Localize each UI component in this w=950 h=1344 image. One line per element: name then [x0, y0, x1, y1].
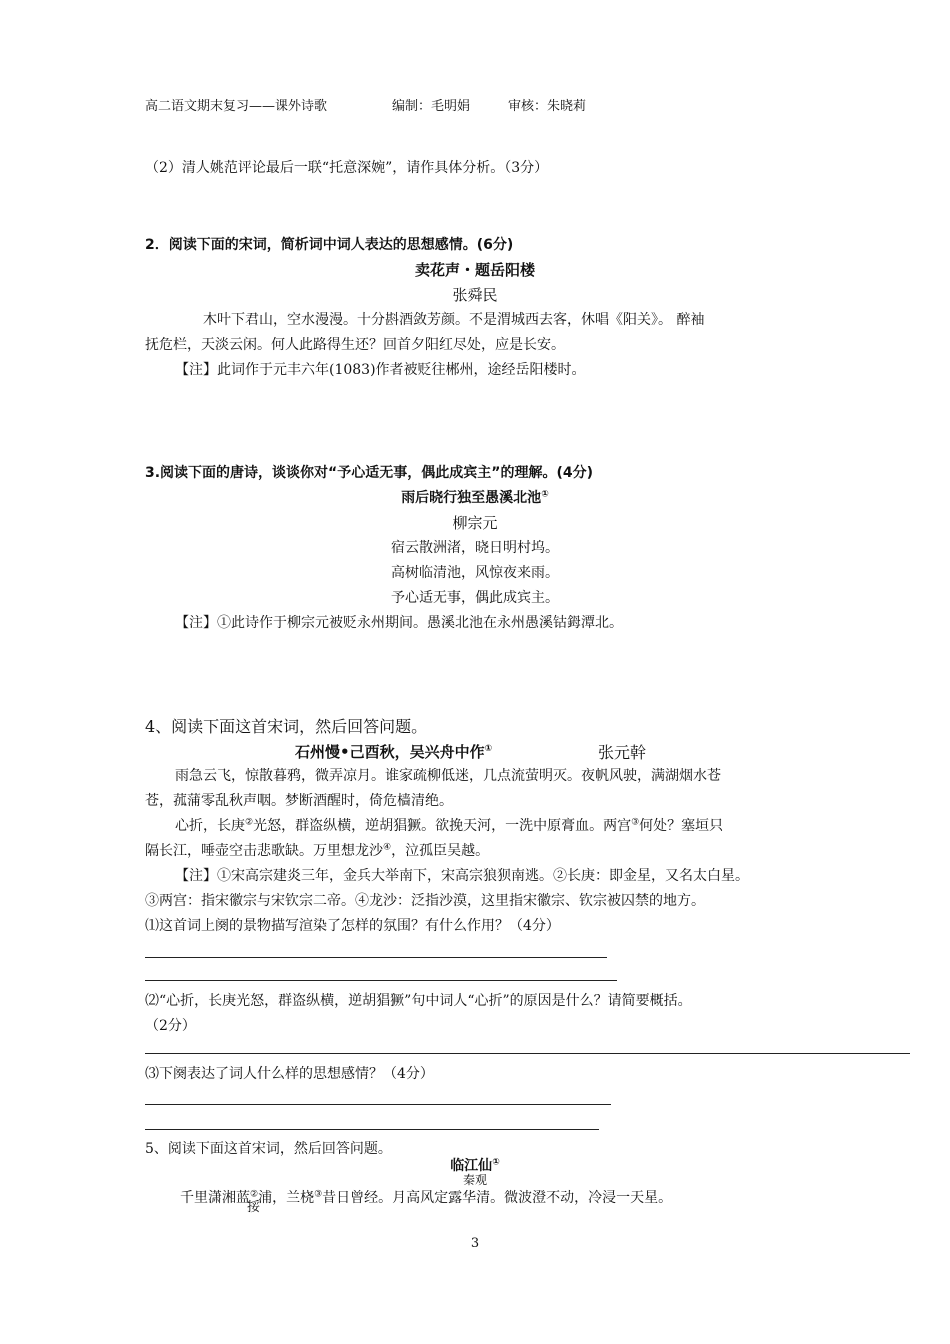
q4-p2a-2: 光怒，群盗纵横，逆胡猖獗。欲挽天河，一洗中原膏血。两宫 — [253, 818, 632, 834]
q5-title: 临江仙 — [450, 1158, 493, 1174]
q3-title: 雨后晓行独至愚溪北池 — [401, 490, 542, 506]
q4-sub1: ⑴这首词上阕的景物描写渲染了怎样的氛围？有什么作用？（4分） — [145, 918, 560, 934]
q4-title-mark: ① — [484, 744, 493, 754]
answer-line[interactable] — [145, 1053, 910, 1054]
page-number: 3 — [470, 1236, 480, 1251]
q3-title-mark: ① — [541, 489, 549, 500]
q4-sub3: ⑶下阕表达了词人什么样的思想感情？（4分） — [145, 1066, 434, 1082]
q5-author: 秦观 — [462, 1173, 487, 1187]
q4-title-wrap — [295, 741, 492, 762]
q4-p2b — [145, 840, 489, 860]
q4-p2b-mark: ④ — [383, 842, 392, 853]
q3-author: 柳宗元 — [452, 514, 498, 532]
q3-line-3: 予心适无事，偶此成宾主。 — [391, 590, 559, 606]
q5-line1-c: 浦，兰桡 — [258, 1190, 315, 1206]
q5-prompt: 5、阅读下面这首宋词，然后回答问题。 — [145, 1141, 392, 1157]
q3-prompt: 3.阅读下面的唐诗，谈谈你对“予心适无事，偶此成宾主”的理解。(4分) — [145, 465, 593, 481]
q5-line1-d: 昔日曾经。月高风定露华清。微波澄不动，冷浸一天星。 — [322, 1190, 673, 1206]
header-title: 高二语文期末复习——课外诗歌 — [145, 99, 328, 114]
q5-overlay-char: 挼 — [247, 1200, 261, 1215]
q3-title-wrap — [0, 487, 950, 507]
q4-note1: 【注】①宋高宗建炎三年，金兵大举南下，宋高宗狼狈南逃。②长庚：即金星，又名太白星。 — [175, 868, 749, 884]
answer-line[interactable] — [145, 1129, 599, 1130]
q4-title: 石州慢•己酉秋，吴兴舟中作 — [295, 743, 485, 761]
q4-p2b-2: ，泣孤臣吴越。 — [391, 843, 490, 859]
q1-part2: （2）清人姚范评论最后一联“托意深婉”，请作具体分析。（3分） — [145, 160, 549, 176]
q4-p2a-mark2: ③ — [631, 817, 640, 828]
q2-line2: 抚危栏，天淡云闲。何人此路得生还？回首夕阳红尽处，应是长安。 — [145, 337, 565, 353]
q2-title: 卖花声・题岳阳楼 — [414, 261, 535, 279]
q5-line1-b: 蓝 — [236, 1190, 250, 1206]
q4-prompt: 4、阅读下面这首宋词，然后回答问题。 — [145, 717, 428, 736]
q3-line-1: 宿云散洲渚，晓日明村坞。 — [391, 540, 559, 556]
q5-line1-mark: ② — [250, 1189, 259, 1200]
q3-line-2: 高树临清池，风惊夜来雨。 — [391, 565, 559, 581]
header-editor: 编制：毛明娟 — [392, 99, 471, 114]
q4-p2a-1: 心折，长庚 — [175, 818, 245, 834]
q4-p1b: 苍，菰蒲零乱秋声咽。梦断酒醒时，倚危樯清绝。 — [145, 793, 453, 809]
q2-prompt: 2．阅读下面的宋词，简析词中词人表达的思想感情。(6分) — [145, 237, 514, 253]
q3-note: 【注】①此诗作于柳宗元被贬永州期间。愚溪北池在永州愚溪钴鉧潭北。 — [175, 615, 623, 631]
header-reviewer: 审核：朱晓莉 — [508, 99, 587, 114]
q4-p2a — [175, 815, 723, 835]
answer-line[interactable] — [145, 1104, 611, 1105]
q4-p1a: 雨急云飞，惊散暮鸦，微弄凉月。谁家疏柳低迷，几点流萤明灭。夜帆风驶，满湖烟水苍 — [175, 768, 721, 784]
answer-line[interactable] — [145, 980, 617, 981]
q5-line1-mark2: ③ — [314, 1189, 323, 1200]
q2-line1: 木叶下君山，空水漫漫。十分斟酒敛芳颜。不是渭城西去客，休唱《阳关》。 醉袖 — [203, 312, 705, 328]
q4-p2a-3: 何处？塞垣只 — [639, 818, 724, 834]
q4-sub2a: ⑵“心折，长庚光怒，群盗纵横，逆胡猖獗”句中词人“心折”的原因是什么？请简要概括。 — [145, 993, 692, 1009]
q4-note2: ③两宫：指宋徽宗与宋钦宗二帝。④龙沙：泛指沙漠，这里指宋徽宗、钦宗被囚禁的地方。 — [145, 893, 705, 909]
answer-line[interactable] — [145, 957, 607, 958]
q5-line1-a: 千里潇湘 — [180, 1190, 236, 1206]
q4-p2a-mark1: ② — [245, 817, 254, 828]
q5-title-mark: ① — [492, 1157, 500, 1168]
q4-author: 张元幹 — [598, 743, 647, 762]
q4-p2b-1: 隔长江，唾壶空击悲歌缺。万里想龙沙 — [145, 843, 383, 859]
q4-sub2b: （2分） — [145, 1018, 196, 1034]
q2-note: 【注】此词作于元丰六年(1083)作者被贬往郴州，途经岳阳楼时。 — [175, 362, 586, 378]
q2-author: 张舜民 — [452, 286, 498, 304]
